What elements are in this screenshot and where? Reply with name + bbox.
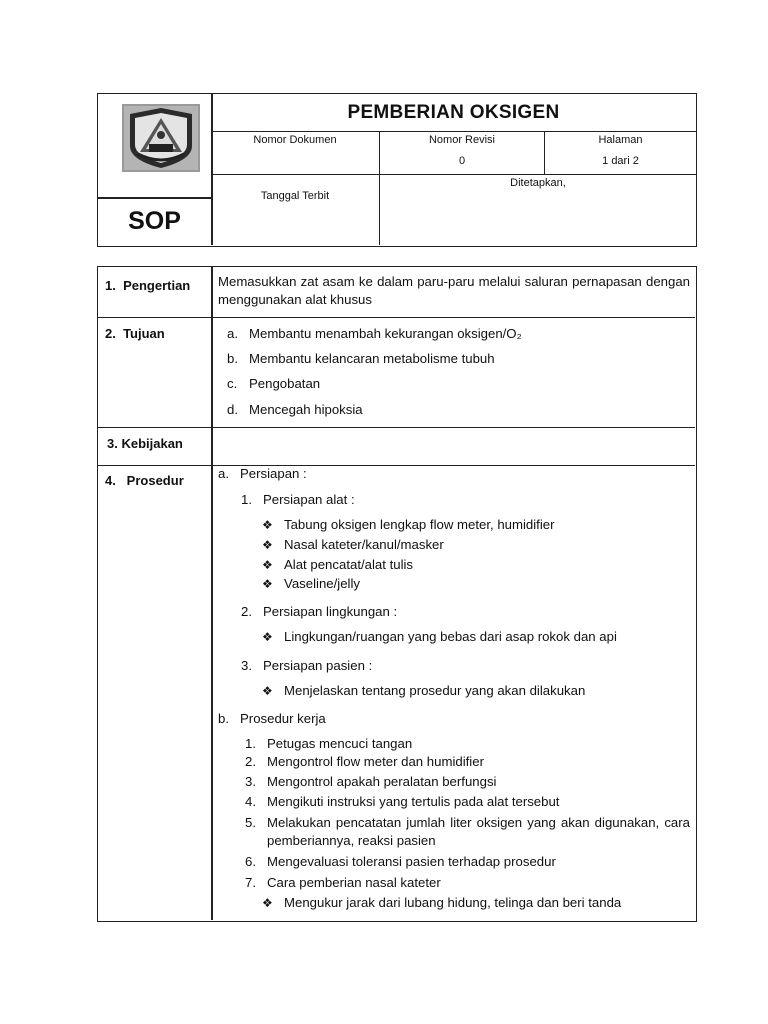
pengertian-label: 1. Pengertian bbox=[105, 278, 191, 293]
list-marker: 2. bbox=[241, 604, 252, 619]
nomor-dokumen-label: Nomor Dokumen bbox=[253, 134, 337, 146]
list-marker: 3. bbox=[241, 658, 252, 673]
bullet-icon: ❖ bbox=[262, 684, 273, 698]
list-item: Vaseline/jelly bbox=[284, 576, 360, 591]
persiapan-pasien-heading: Persiapan pasien : bbox=[263, 658, 373, 673]
persiapan-lingkungan-heading: Persiapan lingkungan : bbox=[263, 604, 398, 619]
list-marker: a. bbox=[227, 326, 238, 341]
list-item: Menjelaskan tentang prosedur yang akan dilakukan bbox=[284, 683, 586, 698]
kebijakan-label: 3. Kebijakan bbox=[107, 436, 183, 451]
sop-content-table bbox=[97, 266, 697, 922]
row-divider-2 bbox=[98, 427, 695, 428]
list-marker: 1. bbox=[241, 492, 252, 507]
list-item: Petugas mencuci tangan bbox=[267, 736, 413, 751]
list-item: Nasal kateter/kanul/masker bbox=[284, 537, 444, 552]
list-item: Melakukan pencatatan jumlah liter oksigen yang akan digunakan, cara pemberiannya, reaksi pasien bbox=[267, 815, 690, 848]
nomor-revisi-label: Nomor Revisi bbox=[428, 134, 495, 146]
ditetapkan-label: Ditetapkan, bbox=[510, 177, 566, 189]
bullet-icon: ❖ bbox=[262, 896, 273, 910]
list-item: Mengevaluasi toleransi pasien terhadap prosedur bbox=[267, 854, 556, 869]
pengertian-text: Memasukkan zat asam ke dalam paru-paru melalui saluran pernapasan dengan menggunakan alat khusus bbox=[218, 274, 690, 307]
list-marker: b. bbox=[227, 351, 238, 366]
list-marker: b. bbox=[218, 711, 229, 726]
list-marker: 6. bbox=[245, 854, 256, 869]
nomor-row-divider bbox=[211, 174, 696, 175]
list-marker: 5. bbox=[245, 815, 256, 830]
list-item: Lingkungan/ruangan yang bebas dari asap rokok dan api bbox=[284, 629, 617, 644]
halaman-label: Halaman bbox=[598, 134, 643, 146]
document-title: PEMBERIAN OKSIGEN bbox=[347, 101, 560, 123]
bullet-icon: ❖ bbox=[262, 518, 273, 532]
title-bottom-divider bbox=[211, 131, 696, 132]
list-item: Mengontrol flow meter dan humidifier bbox=[267, 754, 484, 769]
regional-government-seal-icon bbox=[122, 104, 200, 172]
list-marker: 3. bbox=[245, 774, 256, 789]
content-col-divider bbox=[211, 267, 213, 920]
list-marker: a. bbox=[218, 466, 229, 481]
list-item: Tabung oksigen lengkap flow meter, humidifier bbox=[284, 517, 555, 532]
bullet-icon: ❖ bbox=[262, 577, 273, 591]
prosedur-label: 4. Prosedur bbox=[105, 473, 184, 488]
list-marker: 4. bbox=[245, 794, 256, 809]
tujuan-label: 2. Tujuan bbox=[105, 326, 165, 341]
row-divider-3 bbox=[98, 465, 695, 466]
halaman-value: 1 dari 2 bbox=[602, 155, 639, 167]
nomor-revisi-value: 0 bbox=[458, 155, 466, 167]
list-item: Membantu kelancaran metabolisme tubuh bbox=[249, 351, 495, 366]
list-item: Pengobatan bbox=[249, 376, 321, 391]
tanggal-terbit-label: Tanggal Terbit bbox=[260, 190, 330, 202]
list-item: Alat pencatat/alat tulis bbox=[284, 557, 414, 572]
sop-label: SOP bbox=[128, 207, 181, 235]
list-marker: d. bbox=[227, 402, 238, 417]
list-item: Membantu menambah kekurangan oksigen/O₂ bbox=[249, 326, 522, 341]
list-marker: 1. bbox=[245, 736, 256, 751]
bullet-icon: ❖ bbox=[262, 558, 273, 572]
list-item: Mengontrol apakah peralatan berfungsi bbox=[267, 774, 497, 789]
list-item: Mencegah hipoksia bbox=[249, 402, 363, 417]
list-item: Cara pemberian nasal kateter bbox=[267, 875, 441, 890]
list-marker: 7. bbox=[245, 875, 256, 890]
list-item: Mengukur jarak dari lubang hidung, telinga dan beri tanda bbox=[284, 895, 622, 910]
bullet-icon: ❖ bbox=[262, 538, 273, 552]
prosedur-kerja-heading: Prosedur kerja bbox=[240, 711, 326, 726]
list-marker: 2. bbox=[245, 754, 256, 769]
bullet-icon: ❖ bbox=[262, 630, 273, 644]
sop-header-table bbox=[97, 93, 697, 247]
list-item: Mengikuti instruksi yang tertulis pada alat tersebut bbox=[267, 794, 560, 809]
list-marker: c. bbox=[227, 376, 238, 391]
persiapan-alat-heading: Persiapan alat : bbox=[263, 492, 355, 507]
row-divider-1 bbox=[98, 317, 695, 318]
persiapan-heading: Persiapan : bbox=[240, 466, 307, 481]
